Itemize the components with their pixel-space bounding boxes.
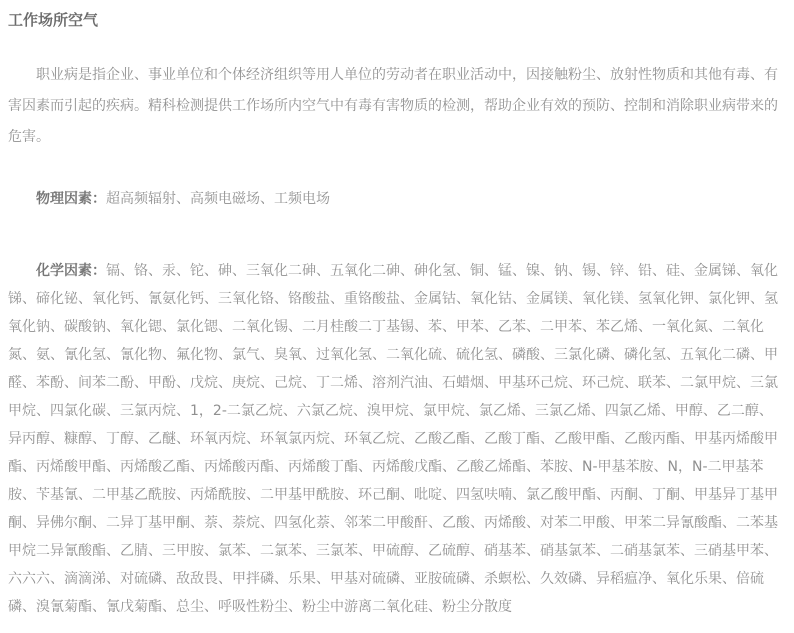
physical-factors-paragraph	[8, 185, 786, 213]
physical-factors-label: 物理因素：	[36, 191, 106, 207]
page-title: 工作场所空气	[8, 11, 99, 29]
intro-paragraph: 职业病是指企业、事业单位和个体经济组织等用人单位的劳动者在职业活动中，因接触粉尘、放射性物质和其他有毒、有害因素而引起的疾病。精科检测提供工作场所内空气中有毒有害物质的检测，帮助企业有效的预防、控制和消除职业病带来的危害。	[8, 67, 778, 145]
chemical-factors-paragraph	[8, 257, 786, 621]
chemical-factors-list: 镉、铬、汞、铊、砷、三氧化二砷、五氧化二砷、砷化氢、铜、锰、镍、钠、锡、锌、铅、硅、金属锑、氧化锑、碲化铋、氧化钙、氰氨化钙、三氧化铬、铬酸盐、重铬酸盐、金属钴、氧化钴、金属镁、氧化镁、氢氧化钾、氯化钾、氢氧化钠、碳酸钠、氧化锶、氯化锶、二氧化锡、二月桂酸二丁基锡、苯、甲苯、乙苯、二甲苯、苯乙烯、一氧化氮、二氧化氮、氨、氰化氢、氰化物、氟化物、氯气、臭氧、过氧化氢、二氧化硫、硫化氢、磷酸、三氯化磷、磷化氢、五氧化二磷、甲醛、苯酚、间苯二酚、甲酚、戊烷、庚烷、己烷、丁二烯、溶剂汽油、石蜡烟、甲基环己烷、环己烷、联苯、二氯甲烷、三氯甲烷、四氯化碳、三氯丙烷、1，2-二氯乙烷、六氯乙烷、溴甲烷、氯甲烷、氯乙烯、三氯乙烯、四氯乙烯、甲醇、乙二醇、异丙醇、糠醇、丁醇、乙醚、环氧丙烷、环氧氯丙烷、环氧乙烷、乙酸乙酯、乙酸丁酯、乙酸甲酯、乙酸丙酯、甲基丙烯酸甲酯、丙烯酸甲酯、丙烯酸乙酯、丙烯酸丙酯、丙烯酸丁酯、丙烯酸戊酯、乙酸乙烯酯、苯胺、N-甲基苯胺、N，N-二甲基苯胺、苄基氰、二甲基乙酰胺、丙烯酰胺、二甲基甲酰胺、环己酮、吡啶、四氢呋喃、氯乙酸甲酯、丙酮、丁酮、甲基异丁基甲酮、异佛尔酮、二异丁基甲酮、萘、萘烷、四氢化萘、邻苯二甲酸酐、乙酸、丙烯酸、对苯二甲酸、甲苯二异氰酸酯、二苯基甲烷二异氰酸酯、乙腈、三甲胺、氯苯、二氯苯、三氯苯、甲硫醇、乙硫醇、硝基苯、硝基氯苯、二硝基氯苯、三硝基甲苯、六六六、滴滴涕、对硫磷、敌敌畏、甲拌磷、乐果、甲基对硫磷、亚胺硫磷、杀螟松、久效磷、异稻瘟净、氧化乐果、倍硫磷、溴氰菊酯、氰戊菊酯、总尘、呼吸性粉尘、粉尘中游离二氧化硅、粉尘分散度	[8, 263, 778, 615]
chemical-factors-label: 化学因素：	[36, 263, 106, 279]
physical-factors-list: 超高频辐射、高频电磁场、工频电场	[106, 191, 330, 207]
